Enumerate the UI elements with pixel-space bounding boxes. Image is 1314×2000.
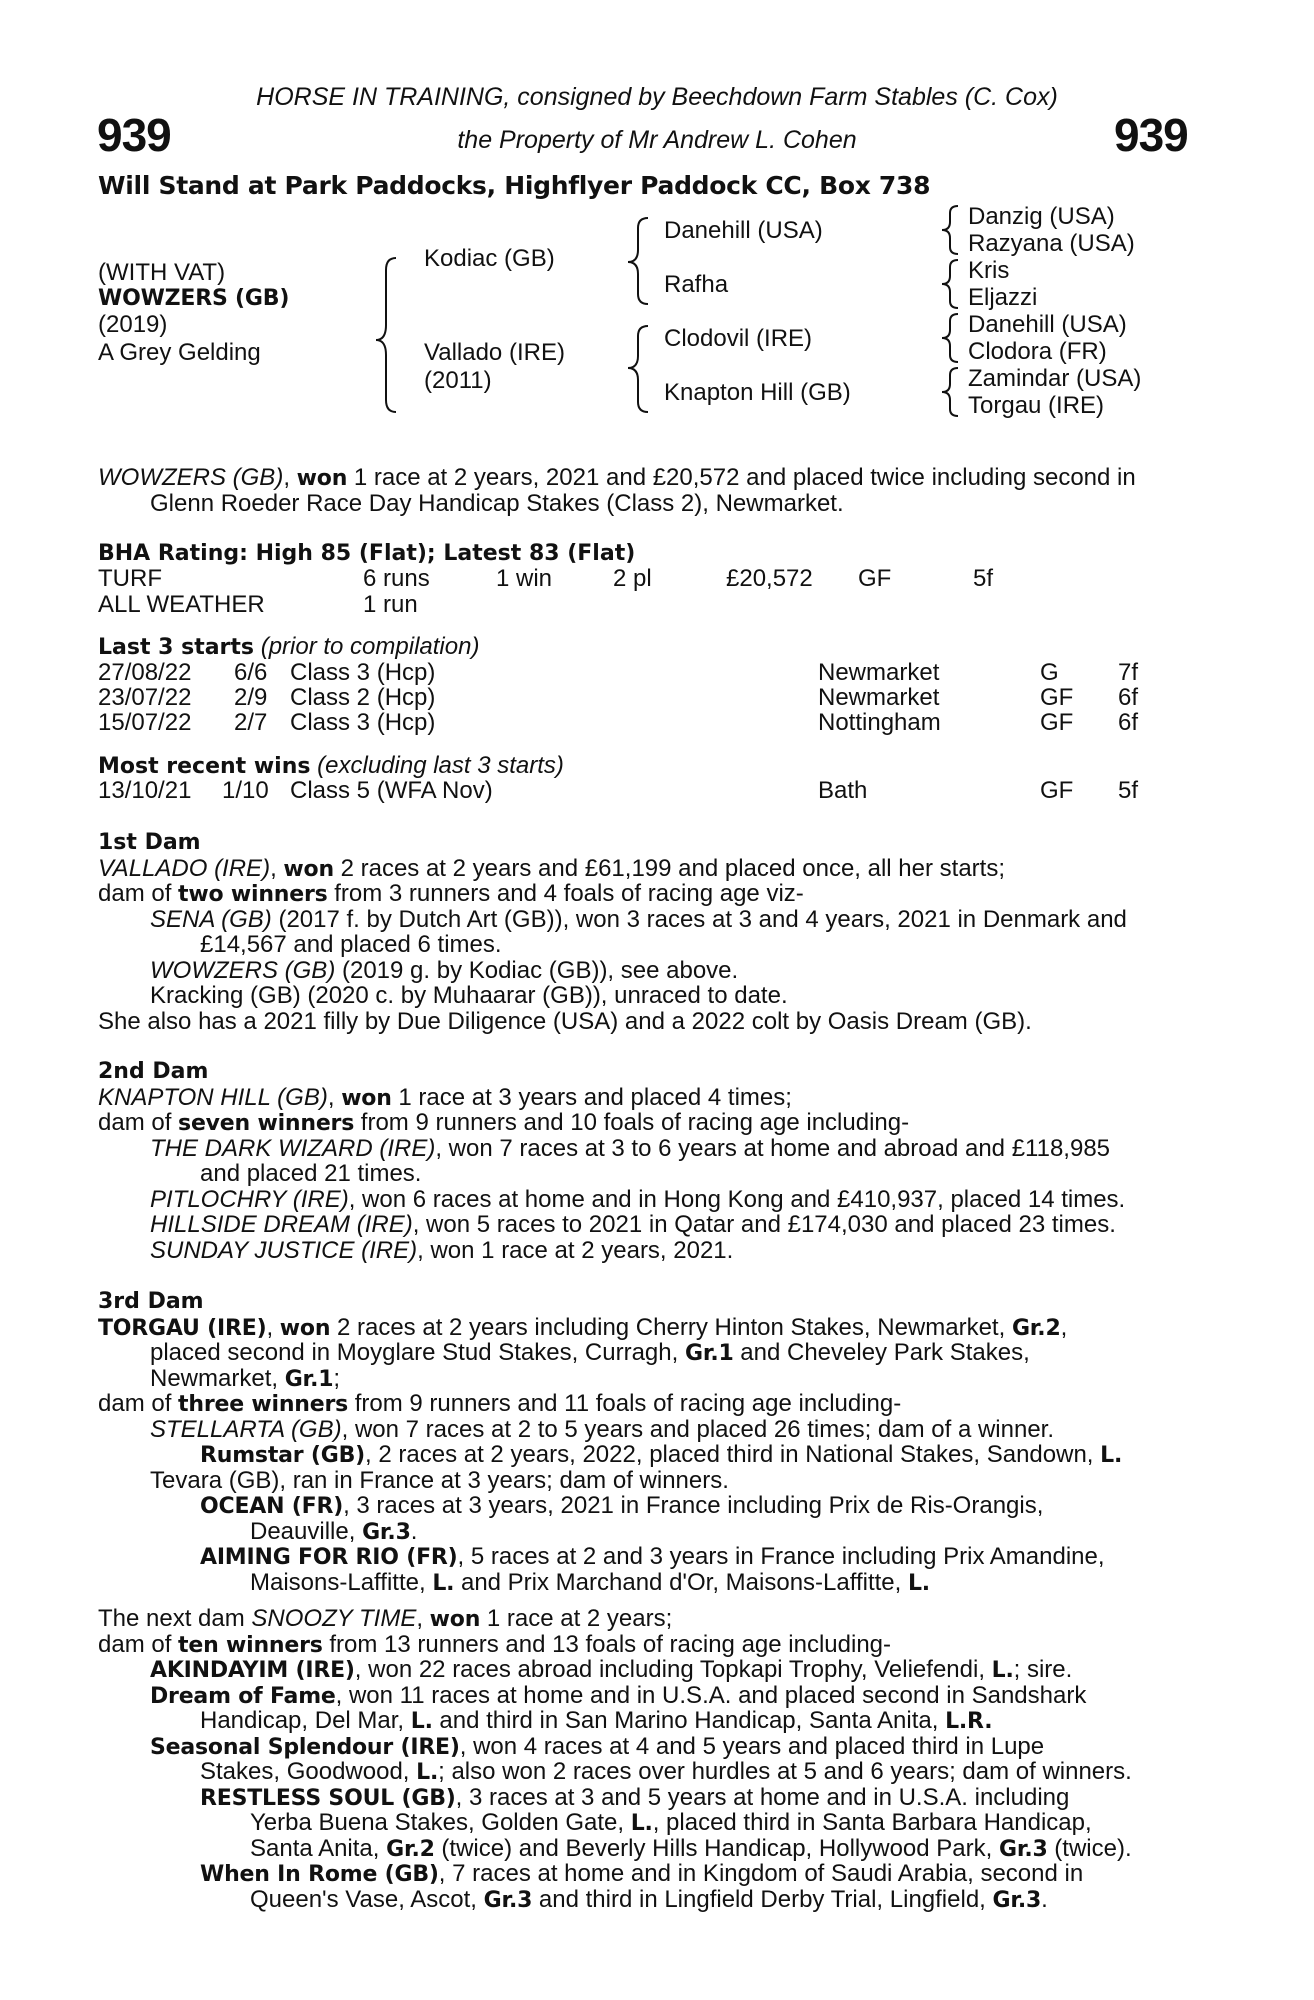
ggen-1: Danzig (USA)	[968, 203, 1115, 230]
ggen-3: Kris	[968, 257, 1010, 284]
ggen-5: Danehill (USA)	[968, 311, 1127, 338]
dam-year: (2011)	[424, 367, 492, 394]
sire-dam: Rafha	[664, 271, 729, 298]
sire: Kodiac (GB)	[424, 245, 555, 272]
next-dam-section: The next dam SNOOZY TIME, won 1 race at 2 years; dam of ten winners from 13 runners and 13 foals of racing age including- AKINDAYIM (IRE), won 22 races abroad including Topkapi Trophy, Veliefendi, L.; sire. Dream of Fame, won 11 races at home and in U.S.A. and placed second in Sandshark Handicap, Del Mar, L. and third in San Marino Handicap, Santa Anita, L.R. Seasonal Splendour (IRE), won 4 races at 4 and 5 years and placed third in Lupe Stakes, Goodwood, L.; also won 2 races over hurdles at 5 and 6 years; dam of winners. RESTLESS SOUL (GB), 3 races at 3 and 5 years at home and in U.S.A. including Yerba Buena Stakes, Golden Gate, L., placed third in Santa Barbara Handicap, Santa Anita, Gr.2 (twice) and Beverly Hills Handicap, Hollywood Park, Gr.3 (twice). When In Rome (GB), 7 races at home and in Kingdom of Saudi Arabia, second in Queen's Vase, Ascot, Gr.3 and third in Lingfield Derby Trial, Lingfield, Gr.3.	[98, 1605, 1132, 1913]
first-dam-section: 1st Dam VALLADO (IRE), won 2 races at 2 years and £61,199 and placed once, all her starts; dam of two winners from 3 runners and 4 foals of racing age viz- SENA (GB) (2017 f. by Dutch Art (GB)), won 3 races at 3 and 4 years, 2021 in Denmark and £14,567 and placed 6 times. WOWZERS (GB) (2019 g. by Kodiac (GB)), see above. Kracking (GB) (2020 c. by Muhaarar (GB)), unraced to date. She also has a 2021 filly by Due Diligence (USA) and a 2022 colt by Oasis Dream (GB).	[98, 830, 1127, 1035]
horse-description: A Grey Gelding	[98, 339, 261, 366]
last-starts-title: Last 3 starts (prior to compilation)	[98, 633, 480, 660]
dam-sire: Clodovil (IRE)	[664, 325, 813, 352]
ggen-2: Razyana (USA)	[968, 230, 1135, 257]
ggen-7: Zamindar (USA)	[968, 365, 1142, 392]
bha-rating-title: BHA Rating: High 85 (Flat); Latest 83 (Flat)	[98, 541, 636, 566]
third-dam-section: 3rd Dam TORGAU (IRE), won 2 races at 2 years including Cherry Hinton Stakes, Newmarket, Gr.2, placed second in Moyglare Stud Stakes, Curragh, Gr.1 and Cheveley Park Stakes, Newmarket, Gr.1; dam of three winners from 9 runners and 11 foals of racing age including- STELLARTA (GB), won 7 races at 2 to 5 years and placed 26 times; dam of a winner. Rumstar (GB), 2 races at 2 years, 2022, placed third in National Stakes, Sandown, L. Tevara (GB), ran in France at 3 years; dam of winners. OCEAN (FR), 3 races at 3 years, 2021 in France including Prix de Ris-Orangis, Deauville, Gr.3. AIMING FOR RIO (FR), 5 races at 2 and 3 years in France including Prix Amandine, Maisons-Laffitte, L. and Prix Marchand d'Or, Maisons-Laffitte, L.	[98, 1289, 1123, 1596]
ggen-8: Torgau (IRE)	[968, 392, 1105, 419]
vat-note: (WITH VAT)	[98, 259, 226, 286]
race-summary: WOWZERS (GB), won 1 race at 2 years, 2021 and £20,572 and placed twice including second in Glenn Roeder Race Day Handicap Stakes (Class 2), Newmarket.	[98, 464, 1136, 517]
second-dam-section: 2nd Dam KNAPTON HILL (GB), won 1 race at 3 years and placed 4 times; dam of seven winners from 9 runners and 10 foals of racing age including- THE DARK WIZARD (IRE), won 7 races at 3 to 6 years at home and abroad and £118,985 and placed 21 times. PITLOCHRY (IRE), won 6 races at home and in Hong Kong and £410,937, placed 14 times. HILLSIDE DREAM (IRE), won 5 races to 2021 in Qatar and £174,030 and placed 23 times. SUNDAY JUSTICE (IRE), won 1 race at 2 years, 2021.	[98, 1059, 1126, 1264]
horse-year: (2019)	[98, 311, 168, 338]
sire-sire: Danehill (USA)	[664, 217, 823, 244]
lot-number-left: 939	[97, 109, 171, 161]
stand-location: Will Stand at Park Paddocks, Highflyer Paddock CC, Box 738	[98, 171, 931, 200]
recent-wins-title: Most recent wins (excluding last 3 starts)	[98, 752, 564, 779]
consignor-line: HORSE IN TRAINING, consigned by Beechdown Farm Stables (C. Cox)	[256, 83, 1058, 111]
ggen-4: Eljazzi	[968, 284, 1038, 311]
dam-dam: Knapton Hill (GB)	[664, 379, 851, 406]
horse-name: WOWZERS (GB)	[98, 286, 290, 311]
owner-line: the Property of Mr Andrew L. Cohen	[457, 126, 857, 154]
dam: Vallado (IRE)	[424, 339, 565, 366]
lot-number-right: 939	[1114, 109, 1188, 161]
ggen-6: Clodora (FR)	[968, 338, 1107, 365]
